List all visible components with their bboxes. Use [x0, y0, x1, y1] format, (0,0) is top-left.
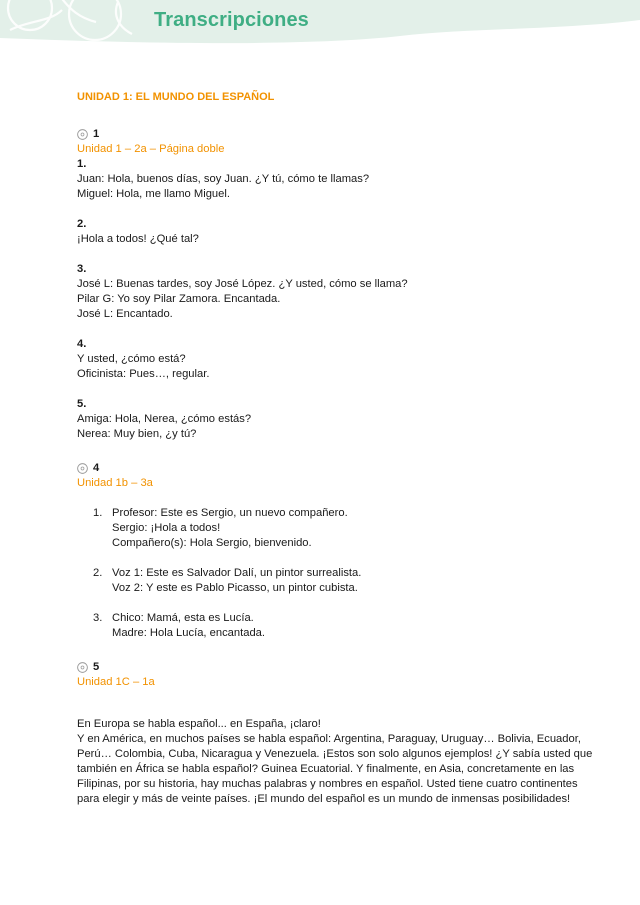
track-number: 5 — [93, 661, 100, 673]
track-number: 4 — [93, 462, 100, 474]
dialogue-2: 2. ¡Hola a todos! ¿Qué tal? — [77, 218, 199, 245]
dialogue-3: 3. José L: Buenas tardes, soy José López. ¿Y usted, cómo se llama? Pilar G: Yo soy Pilar Zamora. Encantada. José L: Encantado. — [77, 263, 408, 320]
list-item: 2. Voz 1: Este es Salvador Dalí, un pintor surrealista. Voz 2: Y este es Pablo Picasso, un pintor cubista. — [93, 567, 362, 594]
dialogue-5: 5. Amiga: Hola, Nerea, ¿cómo estás? Nerea: Muy bien, ¿y tú? — [77, 398, 252, 440]
header-decoration — [0, 0, 640, 44]
page-title: Transcripciones — [154, 9, 309, 31]
track-number: 1 — [93, 128, 100, 140]
list-item: 3. Chico: Mamá, esta es Lucía. Madre: Hola Lucía, encantada. — [93, 612, 265, 639]
audio-cd-icon[interactable] — [77, 662, 88, 673]
track-4 — [77, 461, 567, 641]
header-band — [0, 0, 640, 44]
track-5 — [77, 660, 593, 807]
audio-cd-icon[interactable] — [77, 463, 88, 474]
audio-cd-icon[interactable] — [77, 129, 88, 140]
dialogue-4: 4. Y usted, ¿cómo está? Oficinista: Pues…, regular. — [77, 338, 210, 380]
transcript-content — [77, 90, 593, 807]
track-1 — [77, 127, 567, 442]
track-subtitle: Unidad 1 – 2a – Página doble — [77, 143, 225, 155]
unit-heading: UNIDAD 1: EL MUNDO DEL ESPAÑOL — [77, 91, 275, 103]
list-item: 1. Profesor: Este es Sergio, un nuevo compañero. Sergio: ¡Hola a todos! Compañero(s): Hola Sergio, bienvenido. — [93, 507, 348, 549]
paragraph: En Europa se habla español... en España, ¡claro! Y en América, en muchos países se habla español: Argentina, Paraguay, Uruguay… Bolivia, Ecuador, Perú… Colombia, Cuba, Nicaragua y Venezuela. ¡Estos son solo algunos ejemplos! ¿Y sabía usted que también en África se habla español? Guinea Ecuatorial. Y finalmente, en Asia, concretamente en las Filipinas, por su historia, hay muchas palabras y nombres en español. Usted tiene cuatro continentes para elegir y más de veinte países. ¡El mundo del español es un mundo de inmensas posibilidades! — [77, 718, 593, 805]
dialogue-1: 1. Juan: Hola, buenos días, soy Juan. ¿Y tú, cómo te llamas? Miguel: Hola, me llamo Miguel. — [77, 158, 370, 200]
numbered-dialogues — [77, 506, 567, 641]
track-subtitle: Unidad 1b – 3a — [77, 477, 153, 489]
track-subtitle: Unidad 1C – 1a — [77, 676, 155, 688]
